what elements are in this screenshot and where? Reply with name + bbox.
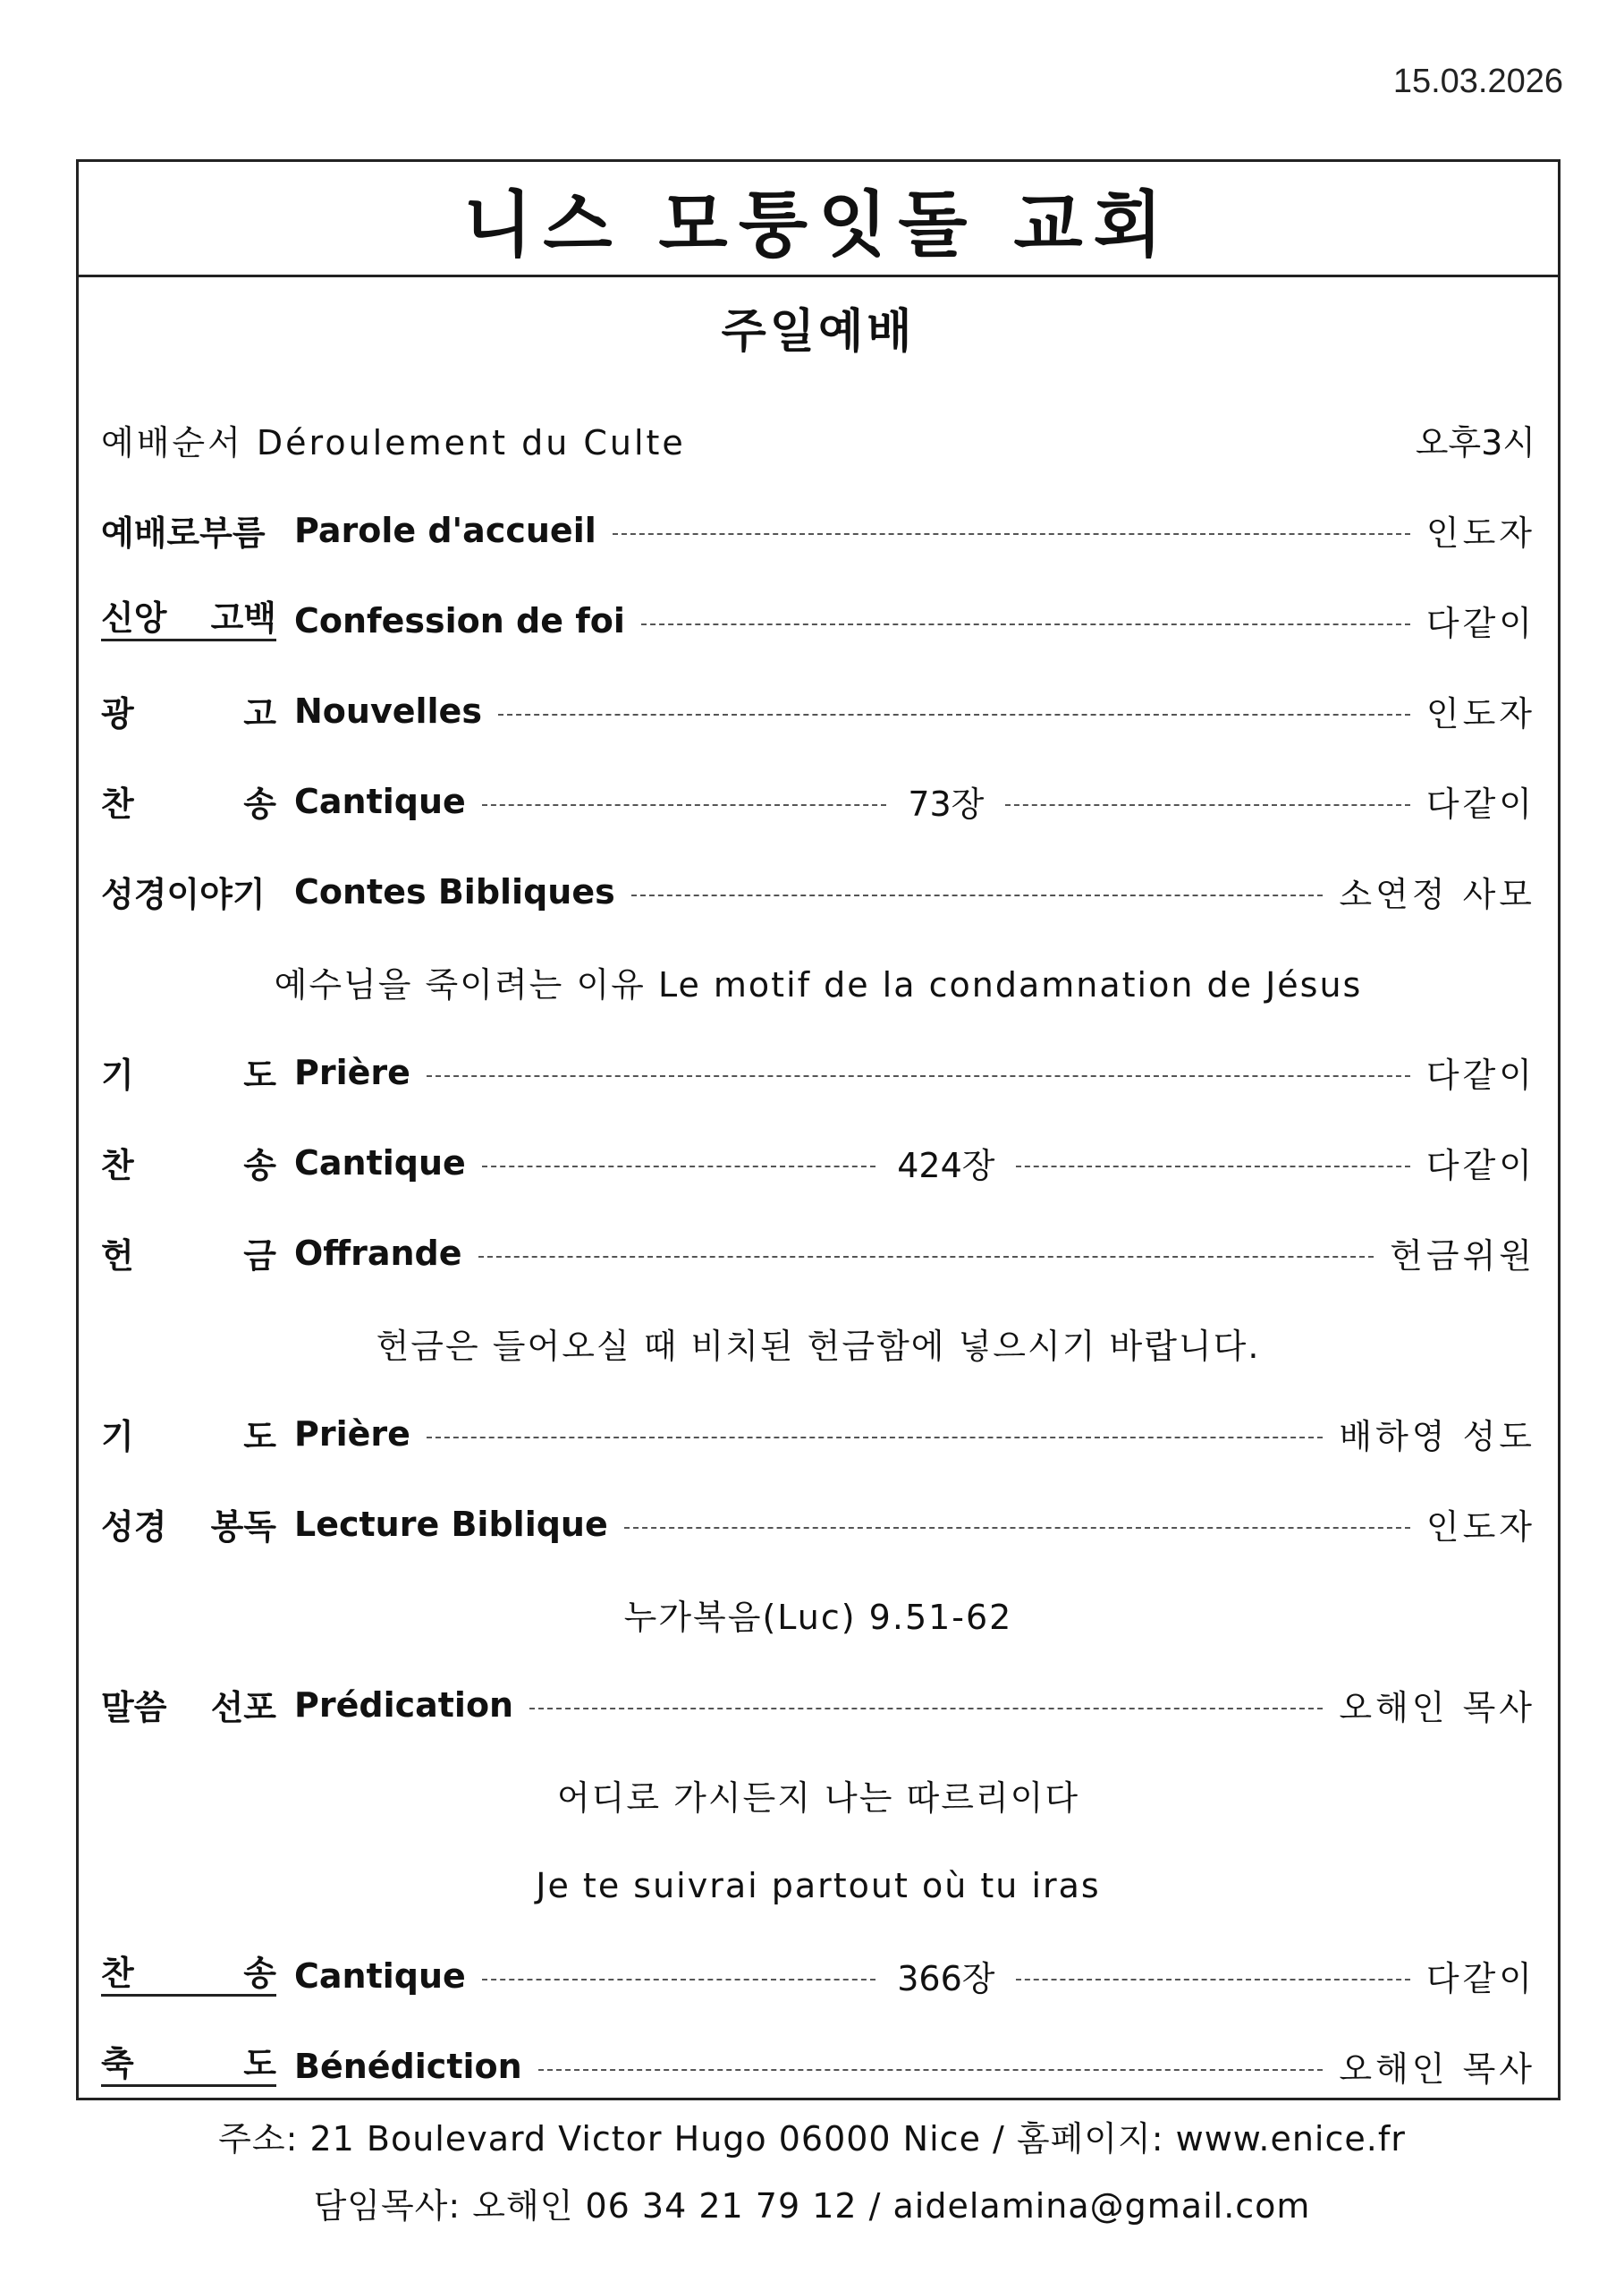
order-item	[101, 1208, 1535, 1298]
item-fr-label: Cantique	[294, 1955, 466, 1996]
order-item	[101, 1117, 1535, 1208]
item-fr-label: Prière	[294, 1413, 410, 1454]
order-item	[101, 485, 1535, 575]
item-ko-label: 기 도	[101, 1056, 276, 1095]
order-item	[101, 756, 1535, 846]
item-responsible: 헌금위원	[1390, 1236, 1535, 1276]
order-header-label: 예배순서 Déroulement du Culte	[101, 423, 686, 462]
hymn-number: 366장	[897, 1959, 995, 1998]
hymn-number: 424장	[897, 1146, 995, 1185]
item-ko-label: 성경이야기	[101, 875, 266, 914]
sermon-title-fr: Je te suivrai partout où tu iras	[536, 1865, 1101, 1905]
church-name: 니스 모퉁잇돌 교회	[463, 182, 1173, 267]
service-time: 오후3시	[1415, 423, 1535, 462]
order-of-service	[101, 394, 1535, 2111]
leader-dots	[631, 895, 1324, 896]
footer-pastor-contact: 담임목사: 오해인 06 34 21 79 12 / aidelamina@gmail.com	[313, 2186, 1311, 2226]
order-item	[101, 1388, 1535, 1479]
leader-dots	[624, 1527, 1410, 1529]
footer-address: 주소: 21 Boulevard Victor Hugo 06000 Nice / 홈페이지: www.enice.fr	[218, 2119, 1406, 2159]
item-responsible: 다같이	[1425, 604, 1535, 643]
leader-dots	[613, 533, 1410, 535]
leader-dots	[482, 1166, 875, 1167]
item-responsible: 오해인 목사	[1339, 1688, 1535, 1727]
leader-dots	[427, 1437, 1323, 1438]
item-responsible: 인도자	[1425, 694, 1535, 734]
item-ko-label: 말씀 선포	[101, 1688, 276, 1727]
leader-dots	[1016, 1166, 1409, 1167]
leader-dots	[538, 2069, 1324, 2071]
item-fr-label: Cantique	[294, 781, 466, 821]
item-ko-label: 신앙 고백	[101, 599, 276, 641]
item-ko-label: 기 도	[101, 1417, 276, 1456]
leader-dots	[641, 623, 1410, 625]
item-ko-label: 찬 송	[101, 1955, 276, 1997]
service-name: 주일예배	[721, 305, 916, 359]
item-responsible: 다같이	[1425, 1146, 1535, 1185]
item-responsible: 다같이	[1425, 1056, 1535, 1095]
item-fr-label: Bénédiction	[294, 2046, 522, 2086]
bulletin-frame	[76, 159, 1561, 2100]
order-item	[101, 846, 1535, 937]
item-ko-label: 찬 송	[101, 1146, 276, 1185]
item-fr-label: Parole d'accueil	[294, 510, 596, 550]
item-fr-label: Cantique	[294, 1142, 466, 1183]
item-fr-label: Prière	[294, 1052, 410, 1092]
leader-dots	[478, 1256, 1374, 1258]
item-responsible: 배하영 성도	[1339, 1417, 1535, 1456]
item-ko-label: 찬 송	[101, 785, 276, 824]
leader-dots	[1005, 804, 1410, 806]
item-responsible: 인도자	[1425, 513, 1535, 553]
leader-dots	[1016, 1979, 1409, 1980]
title-bar	[79, 162, 1558, 277]
item-fr-label: Contes Bibliques	[294, 871, 615, 912]
story-title: 예수님을 죽이려는 이유 Le motif de la condamnation de Jésus	[274, 965, 1363, 1005]
item-ko-label: 축 도	[101, 2045, 276, 2087]
item-ko-label: 성경 봉독	[101, 1507, 276, 1547]
order-item	[101, 1930, 1535, 2021]
order-item	[101, 666, 1535, 756]
item-ko-label: 광 고	[101, 694, 276, 734]
item-fr-label: Offrande	[294, 1233, 462, 1273]
item-responsible: 다같이	[1425, 785, 1535, 824]
item-ko-label: 예배로부름	[101, 513, 266, 553]
item-responsible: 인도자	[1425, 1507, 1535, 1547]
order-item	[101, 1027, 1535, 1117]
order-item	[101, 575, 1535, 666]
order-item	[101, 1479, 1535, 1569]
item-responsible: 다같이	[1425, 1959, 1535, 1998]
item-ko-label: 헌 금	[101, 1236, 276, 1276]
leader-dots	[482, 804, 887, 806]
leader-dots	[529, 1708, 1323, 1709]
order-header	[101, 394, 1535, 485]
order-item	[101, 1659, 1535, 1750]
hymn-number: 73장	[908, 785, 985, 824]
item-fr-label: Confession de foi	[294, 600, 625, 640]
order-item	[101, 2021, 1535, 2111]
sermon-title-ko: 어디로 가시든지 나는 따르리이다	[556, 1778, 1080, 1818]
scripture-reference: 누가복음(Luc) 9.51-62	[623, 1598, 1013, 1637]
item-fr-label: Nouvelles	[294, 691, 482, 731]
item-fr-label: Prédication	[294, 1684, 514, 1725]
item-responsible: 소연정 사모	[1339, 875, 1535, 914]
item-responsible: 오해인 목사	[1339, 2049, 1535, 2089]
item-fr-label: Lecture Biblique	[294, 1504, 608, 1544]
leader-dots	[482, 1979, 875, 1980]
leader-dots	[498, 714, 1410, 716]
offering-note: 헌금은 들어오실 때 비치된 헌금함에 넣으시기 바랍니다.	[376, 1327, 1261, 1366]
leader-dots	[427, 1075, 1410, 1077]
bulletin-date: 15.03.2026	[1392, 63, 1563, 100]
